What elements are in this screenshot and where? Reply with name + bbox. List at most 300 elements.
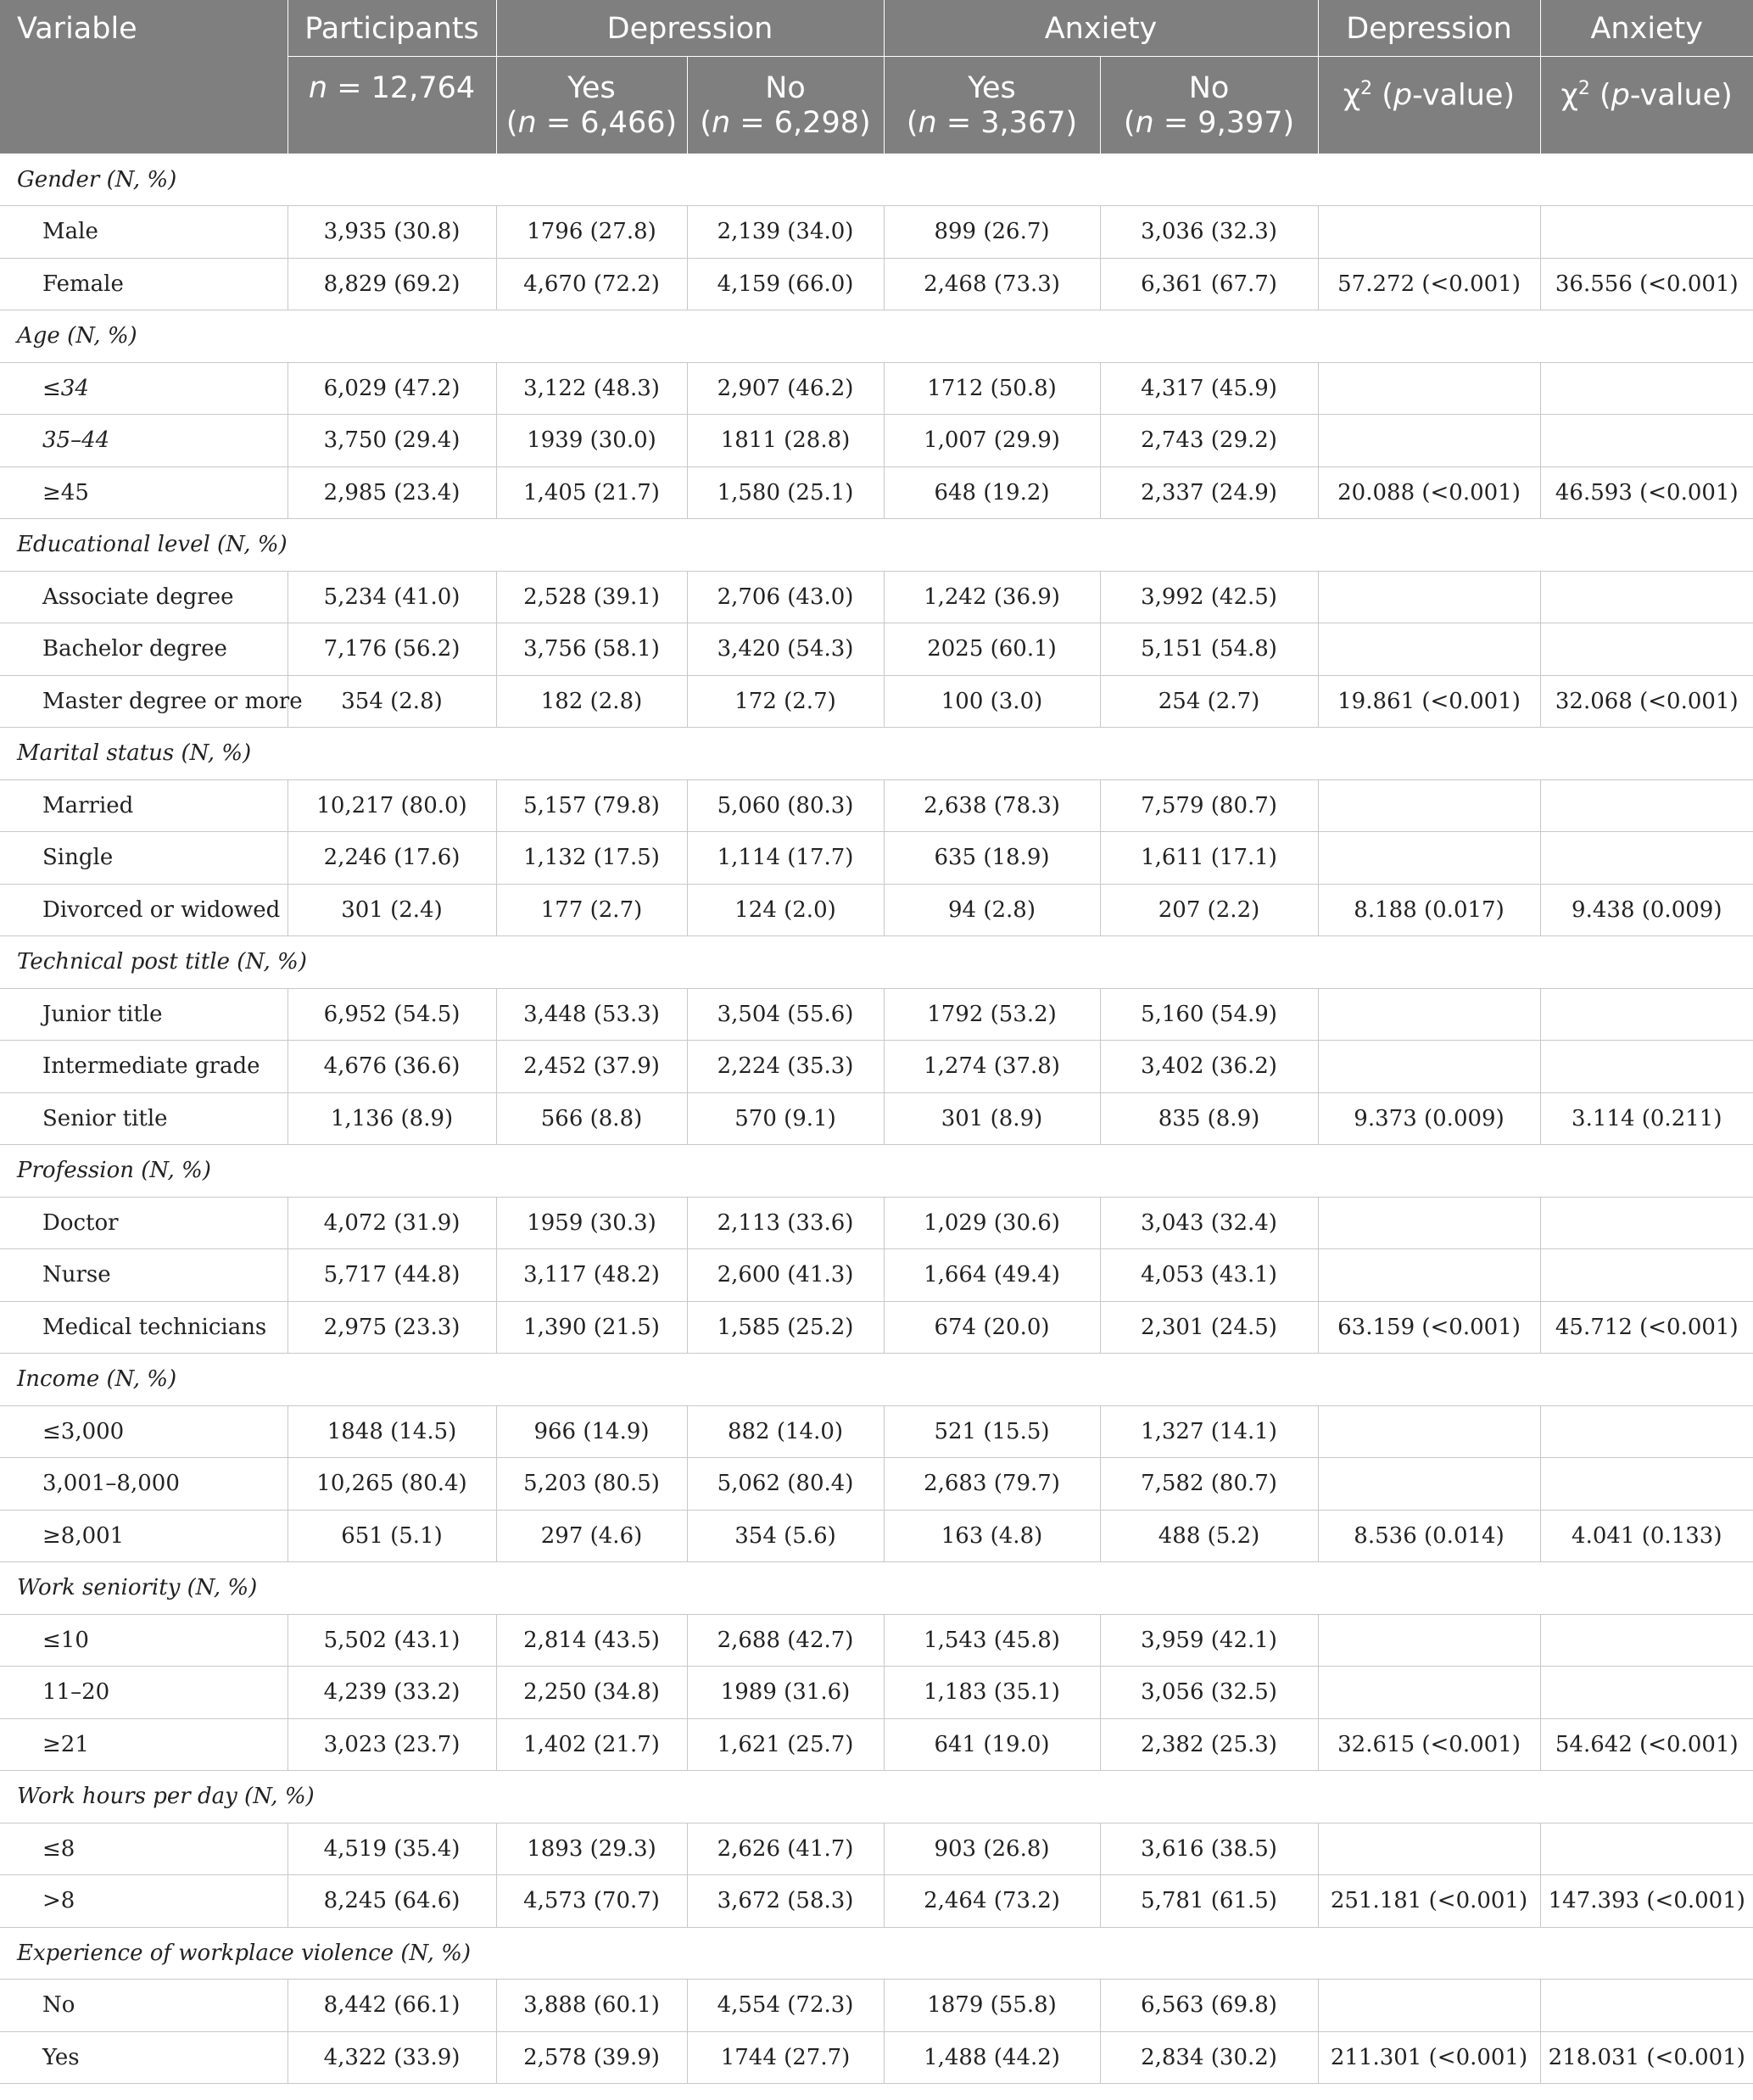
table-cell: 3,992 (42.5) (1100, 571, 1318, 623)
table-cell: 207 (2.2) (1100, 884, 1318, 936)
table-cell: 297 (4.6) (496, 1510, 687, 1562)
table-cell (1540, 1041, 1753, 1093)
table-cell: 8,442 (66.1) (288, 1980, 496, 2032)
table-cell: 4,072 (31.9) (288, 1197, 496, 1249)
table-cell (1318, 1667, 1540, 1719)
table-cell: 566 (8.8) (496, 1092, 687, 1145)
section-header-row (0, 519, 1753, 572)
table-cell (1318, 1823, 1540, 1875)
table-cell: 651 (5.1) (288, 1510, 496, 1562)
table-cell: 4,159 (66.0) (687, 258, 884, 310)
header-anxiety-test: Anxiety (1540, 0, 1753, 56)
row-label: ≤3,000 (0, 1405, 288, 1458)
table-cell: 2,464 (73.2) (884, 1875, 1100, 1928)
table-cell: 2,528 (39.1) (496, 571, 687, 623)
table-cell: 32.615 (<0.001) (1318, 1718, 1540, 1771)
table-cell (1540, 1249, 1753, 1302)
table-cell (1540, 1458, 1753, 1511)
row-label: Female (0, 258, 288, 310)
table-cell: 3,935 (30.8) (288, 206, 496, 259)
table-cell: 966 (14.9) (496, 1405, 687, 1458)
table-cell: 4.041 (0.133) (1540, 1510, 1753, 1562)
table-cell: 1712 (50.8) (884, 362, 1100, 415)
table-row (0, 415, 1753, 467)
table-cell (1318, 571, 1540, 623)
table-cell: 635 (18.9) (884, 832, 1100, 885)
table-cell: 903 (26.8) (884, 1823, 1100, 1875)
table-cell (1540, 779, 1753, 832)
row-label: ≥45 (0, 466, 288, 519)
table-cell: 6,952 (54.5) (288, 988, 496, 1041)
row-label: Nurse (0, 1249, 288, 1302)
table-cell: 6,361 (67.7) (1100, 258, 1318, 310)
row-label: 3,001–8,000 (0, 1458, 288, 1511)
table-cell (1318, 832, 1540, 885)
table-cell: 63.159 (<0.001) (1318, 1301, 1540, 1354)
chi-symbol: χ (1343, 78, 1361, 113)
table-row (0, 1458, 1753, 1511)
section-title: Educational level (N, %) (0, 519, 1753, 572)
row-label: Single (0, 832, 288, 885)
table-cell (1540, 988, 1753, 1041)
row-label: Associate degree (0, 571, 288, 623)
table-cell (1540, 1667, 1753, 1719)
table-cell: 5,203 (80.5) (496, 1458, 687, 1511)
table-cell: 163 (4.8) (884, 1510, 1100, 1562)
table-cell: 1959 (30.3) (496, 1197, 687, 1249)
table-cell: 36.556 (<0.001) (1540, 258, 1753, 310)
table-cell: 2,250 (34.8) (496, 1667, 687, 1719)
table-cell: 3,402 (36.2) (1100, 1041, 1318, 1093)
table-cell: 5,062 (80.4) (687, 1458, 884, 1511)
table-cell: 1,621 (25.7) (687, 1718, 884, 1771)
table-cell: 488 (5.2) (1100, 1510, 1318, 1562)
table-cell: 4,676 (36.6) (288, 1041, 496, 1093)
table-cell (1318, 1614, 1540, 1667)
table-cell (1540, 1614, 1753, 1667)
table-cell: 10,265 (80.4) (288, 1458, 496, 1511)
table-cell: 1,580 (25.1) (687, 466, 884, 519)
table-cell: 7,582 (80.7) (1100, 1458, 1318, 1511)
table-cell: 3,959 (42.1) (1100, 1614, 1318, 1667)
table-row (0, 1667, 1753, 1719)
table-row (0, 675, 1753, 728)
table-cell: 6,029 (47.2) (288, 362, 496, 415)
table-cell: 1744 (27.7) (687, 2031, 884, 2084)
table-cell: 6,563 (69.8) (1100, 1980, 1318, 2032)
row-label: ≤10 (0, 1614, 288, 1667)
section-title: Marital status (N, %) (0, 728, 1753, 780)
table-cell: 57.272 (<0.001) (1318, 258, 1540, 310)
section-header-row (0, 1354, 1753, 1406)
table-header (0, 0, 1753, 154)
table-cell: 10,217 (80.0) (288, 779, 496, 832)
table-cell: 3,756 (58.1) (496, 623, 687, 676)
section-header-row (0, 1771, 1753, 1824)
table-cell: 5,502 (43.1) (288, 1614, 496, 1667)
table-cell: 8,829 (69.2) (288, 258, 496, 310)
row-label: Married (0, 779, 288, 832)
header-depression-no: No (n = 6,298) (687, 56, 884, 154)
header-variable: Variable (0, 0, 288, 154)
header-anxiety: Anxiety (884, 0, 1318, 56)
table-cell: 4,317 (45.9) (1100, 362, 1318, 415)
table-cell (1318, 779, 1540, 832)
table-cell: 2,975 (23.3) (288, 1301, 496, 1354)
table-cell: 835 (8.9) (1100, 1092, 1318, 1145)
table-cell (1540, 1823, 1753, 1875)
table-row (0, 779, 1753, 832)
table-cell (1318, 206, 1540, 259)
table-cell: 1848 (14.5) (288, 1405, 496, 1458)
no-label: No (1188, 70, 1230, 105)
table-cell: 218.031 (<0.001) (1540, 2031, 1753, 2084)
table-cell: 9.373 (0.009) (1318, 1092, 1540, 1145)
yes-label: Yes (968, 70, 1016, 105)
table-cell: 94 (2.8) (884, 884, 1100, 936)
table-cell: 354 (5.6) (687, 1510, 884, 1562)
table-cell (1318, 1197, 1540, 1249)
table-cell: 570 (9.1) (687, 1092, 884, 1145)
table-cell: 2,907 (46.2) (687, 362, 884, 415)
table-cell: 1,132 (17.5) (496, 832, 687, 885)
table-cell: 3,117 (48.2) (496, 1249, 687, 1302)
table-cell (1540, 1405, 1753, 1458)
table-cell (1540, 832, 1753, 885)
table-cell: 3,036 (32.3) (1100, 206, 1318, 259)
table-cell (1318, 623, 1540, 676)
table-cell (1318, 1405, 1540, 1458)
section-title: Gender (N, %) (0, 154, 1753, 206)
table-row (0, 2031, 1753, 2084)
table-cell: 882 (14.0) (687, 1405, 884, 1458)
section-header-row (0, 728, 1753, 780)
section-title: Age (N, %) (0, 310, 1753, 363)
chi-symbol: χ (1560, 78, 1578, 113)
table-cell: 2,452 (37.9) (496, 1041, 687, 1093)
table-cell: 2,578 (39.9) (496, 2031, 687, 2084)
table-row (0, 1510, 1753, 1562)
table-cell: 7,579 (80.7) (1100, 779, 1318, 832)
section-header-row (0, 1145, 1753, 1198)
table-cell: 2,246 (17.6) (288, 832, 496, 885)
table-cell: 1,664 (49.4) (884, 1249, 1100, 1302)
table-body (0, 154, 1753, 2084)
section-title: Experience of workplace violence (N, %) (0, 1927, 1753, 1980)
table-cell (1318, 1458, 1540, 1511)
table-row (0, 206, 1753, 259)
row-label: No (0, 1980, 288, 2032)
table-cell: 1,183 (35.1) (884, 1667, 1100, 1719)
table-cell (1318, 362, 1540, 415)
row-label: Male (0, 206, 288, 259)
table-row (0, 1823, 1753, 1875)
table-cell: 32.068 (<0.001) (1540, 675, 1753, 728)
table-cell: 641 (19.0) (884, 1718, 1100, 1771)
table-cell: 1879 (55.8) (884, 1980, 1100, 2032)
row-label: Medical technicians (0, 1301, 288, 1354)
table-cell: 301 (2.4) (288, 884, 496, 936)
table-cell: 1,029 (30.6) (884, 1197, 1100, 1249)
table-cell: 2,834 (30.2) (1100, 2031, 1318, 2084)
section-title: Income (N, %) (0, 1354, 1753, 1406)
table-cell: 5,160 (54.9) (1100, 988, 1318, 1041)
table-cell: 2,337 (24.9) (1100, 466, 1318, 519)
table-cell: 5,060 (80.3) (687, 779, 884, 832)
table-cell: 1939 (30.0) (496, 415, 687, 467)
p-symbol: p (1393, 78, 1413, 113)
table-cell: 46.593 (<0.001) (1540, 466, 1753, 519)
n-symbol: n (308, 70, 328, 105)
anx-no-n: = 9,397) (1163, 105, 1295, 140)
table-cell: 3.114 (0.211) (1540, 1092, 1753, 1145)
table-cell: 5,781 (61.5) (1100, 1875, 1318, 1928)
table-cell (1318, 1041, 1540, 1093)
header-anxiety-chi: $\chi^2$ (p-value) (1540, 56, 1753, 154)
table-cell: 3,122 (48.3) (496, 362, 687, 415)
section-header-row (0, 154, 1753, 206)
table-cell: 1,242 (36.9) (884, 571, 1100, 623)
table-cell: 3,888 (60.1) (496, 1980, 687, 2032)
table-cell: 20.088 (<0.001) (1318, 466, 1540, 519)
table-row (0, 1614, 1753, 1667)
table-cell (1540, 362, 1753, 415)
n-symbol: n (1135, 105, 1154, 140)
table-cell: 54.642 (<0.001) (1540, 1718, 1753, 1771)
table-cell: 1,390 (21.5) (496, 1301, 687, 1354)
table-cell: 648 (19.2) (884, 466, 1100, 519)
table-cell: 45.712 (<0.001) (1540, 1301, 1753, 1354)
table-cell: 2,743 (29.2) (1100, 415, 1318, 467)
header-depression: Depression (496, 0, 884, 56)
row-label: Master degree or more (0, 675, 288, 728)
row-label: Bachelor degree (0, 623, 288, 676)
table-cell: 19.861 (<0.001) (1318, 675, 1540, 728)
table-cell: 2,139 (34.0) (687, 206, 884, 259)
yes-label: Yes (567, 70, 616, 105)
table-cell (1318, 1980, 1540, 2032)
table-cell: 3,056 (32.5) (1100, 1667, 1318, 1719)
table-cell: 354 (2.8) (288, 675, 496, 728)
table-row (0, 362, 1753, 415)
table-cell: 301 (8.9) (884, 1092, 1100, 1145)
table-cell: 9.438 (0.009) (1540, 884, 1753, 936)
n-symbol: n (517, 105, 537, 140)
table-cell: 3,448 (53.3) (496, 988, 687, 1041)
table-cell: 2,683 (79.7) (884, 1458, 1100, 1511)
row-label: 11–20 (0, 1667, 288, 1719)
table-cell: 674 (20.0) (884, 1301, 1100, 1354)
table-cell: 1989 (31.6) (687, 1667, 884, 1719)
table-cell: 2,600 (41.3) (687, 1249, 884, 1302)
table-cell: 2025 (60.1) (884, 623, 1100, 676)
table-cell: 7,176 (56.2) (288, 623, 496, 676)
section-title: Work seniority (N, %) (0, 1562, 1753, 1615)
table-cell: 2,113 (33.6) (687, 1197, 884, 1249)
table-cell: 5,234 (41.0) (288, 571, 496, 623)
table-cell: 1,327 (14.1) (1100, 1405, 1318, 1458)
p-symbol: p (1611, 78, 1630, 113)
table-cell (1318, 415, 1540, 467)
table-cell: 1,274 (37.8) (884, 1041, 1100, 1093)
table-cell: 1,488 (44.2) (884, 2031, 1100, 2084)
table-cell: 3,043 (32.4) (1100, 1197, 1318, 1249)
table-cell: 899 (26.7) (884, 206, 1100, 259)
table-cell (1540, 1980, 1753, 2032)
row-label: Divorced or widowed (0, 884, 288, 936)
table-cell: 4,670 (72.2) (496, 258, 687, 310)
table-cell: 5,151 (54.8) (1100, 623, 1318, 676)
table-cell: 1,114 (17.7) (687, 832, 884, 885)
table-cell: 177 (2.7) (496, 884, 687, 936)
table-row (0, 466, 1753, 519)
table-cell: 172 (2.7) (687, 675, 884, 728)
table-cell: 1,585 (25.2) (687, 1301, 884, 1354)
header-participants: Participants (288, 0, 496, 56)
table-cell: 521 (15.5) (884, 1405, 1100, 1458)
row-label: Junior title (0, 988, 288, 1041)
table-row (0, 571, 1753, 623)
table-cell: 2,626 (41.7) (687, 1823, 884, 1875)
table-cell (1540, 206, 1753, 259)
table-row (0, 258, 1753, 310)
row-label: ≤34 (0, 362, 288, 415)
n-symbol: n (712, 105, 731, 140)
table-cell: 1893 (29.3) (496, 1823, 687, 1875)
table-cell: 1796 (27.8) (496, 206, 687, 259)
table-cell (1318, 988, 1540, 1041)
chi-superscript: 2 (1577, 77, 1590, 99)
table-cell: 4,053 (43.1) (1100, 1249, 1318, 1302)
table-cell: 3,504 (55.6) (687, 988, 884, 1041)
section-header-row (0, 1927, 1753, 1980)
row-label: Yes (0, 2031, 288, 2084)
table-cell: 4,322 (33.9) (288, 2031, 496, 2084)
section-header-row (0, 310, 1753, 363)
table-cell: 4,573 (70.7) (496, 1875, 687, 1928)
table-cell: 3,023 (23.7) (288, 1718, 496, 1771)
row-label: Doctor (0, 1197, 288, 1249)
table-cell: 1811 (28.8) (687, 415, 884, 467)
row-label: >8 (0, 1875, 288, 1928)
table-row (0, 1041, 1753, 1093)
table-cell: 8,245 (64.6) (288, 1875, 496, 1928)
header-depression-chi: $\chi^2$ (p-value) (1318, 56, 1540, 154)
table-cell: 100 (3.0) (884, 675, 1100, 728)
chi-superscript: 2 (1360, 77, 1373, 99)
table-cell (1540, 571, 1753, 623)
table-cell: 3,750 (29.4) (288, 415, 496, 467)
table-row (0, 1980, 1753, 2032)
n-symbol: n (918, 105, 937, 140)
no-label: No (765, 70, 806, 105)
table-cell: 3,616 (38.5) (1100, 1823, 1318, 1875)
table-row (0, 832, 1753, 885)
header-anxiety-yes: Yes (n = 3,367) (884, 56, 1100, 154)
section-title: Technical post title (N, %) (0, 936, 1753, 989)
table-cell: 211.301 (<0.001) (1318, 2031, 1540, 2084)
row-label: ≥8,001 (0, 1510, 288, 1562)
section-title: Work hours per day (N, %) (0, 1771, 1753, 1824)
table-cell: 254 (2.7) (1100, 675, 1318, 728)
table-cell (1540, 1197, 1753, 1249)
header-depression-test: Depression (1318, 0, 1540, 56)
table-cell: 182 (2.8) (496, 675, 687, 728)
table-row (0, 1092, 1753, 1145)
table-cell: 251.181 (<0.001) (1318, 1875, 1540, 1928)
p-value-word: -value) (1412, 78, 1516, 113)
section-header-row (0, 936, 1753, 989)
row-label: 35–44 (0, 415, 288, 467)
table-cell (1540, 415, 1753, 467)
section-header-row (0, 1562, 1753, 1615)
table-row (0, 1249, 1753, 1302)
table-cell: 2,688 (42.7) (687, 1614, 884, 1667)
table-cell: 2,301 (24.5) (1100, 1301, 1318, 1354)
table-row (0, 623, 1753, 676)
table-cell: 2,814 (43.5) (496, 1614, 687, 1667)
table-row (0, 1718, 1753, 1771)
table-cell: 124 (2.0) (687, 884, 884, 936)
table-cell: 1,007 (29.9) (884, 415, 1100, 467)
row-label: ≤8 (0, 1823, 288, 1875)
dep-no-n: = 6,298) (740, 105, 871, 140)
table-cell: 8.188 (0.017) (1318, 884, 1540, 936)
table-row (0, 1301, 1753, 1354)
header-depression-yes: Yes (n = 6,466) (496, 56, 687, 154)
table-row (0, 1405, 1753, 1458)
table-cell: 4,554 (72.3) (687, 1980, 884, 2032)
dep-yes-n: = 6,466) (545, 105, 678, 140)
table-cell: 2,706 (43.0) (687, 571, 884, 623)
table-cell: 4,239 (33.2) (288, 1667, 496, 1719)
table-cell (1540, 623, 1753, 676)
table-row (0, 1197, 1753, 1249)
table-cell: 2,468 (73.3) (884, 258, 1100, 310)
table-row (0, 884, 1753, 936)
table-row (0, 1875, 1753, 1928)
row-label: ≥21 (0, 1718, 288, 1771)
table-cell (1318, 1249, 1540, 1302)
table-cell: 1,405 (21.7) (496, 466, 687, 519)
table-cell: 5,157 (79.8) (496, 779, 687, 832)
header-participants-n (288, 56, 496, 154)
section-title: Profession (N, %) (0, 1145, 1753, 1198)
table-cell: 1,402 (21.7) (496, 1718, 687, 1771)
p-value-word: -value) (1629, 78, 1733, 113)
table-cell: 1,543 (45.8) (884, 1614, 1100, 1667)
table-cell: 4,519 (35.4) (288, 1823, 496, 1875)
table-cell: 5,717 (44.8) (288, 1249, 496, 1302)
table-cell: 8.536 (0.014) (1318, 1510, 1540, 1562)
table-cell: 147.393 (<0.001) (1540, 1875, 1753, 1928)
table-cell: 2,985 (23.4) (288, 466, 496, 519)
row-label: Intermediate grade (0, 1041, 288, 1093)
table-cell: 1,611 (17.1) (1100, 832, 1318, 885)
table-cell: 3,672 (58.3) (687, 1875, 884, 1928)
header-anxiety-no: No (n = 9,397) (1100, 56, 1318, 154)
table-cell: 2,638 (78.3) (884, 779, 1100, 832)
table-cell: 1,136 (8.9) (288, 1092, 496, 1145)
table-cell: 1792 (53.2) (884, 988, 1100, 1041)
anx-yes-n: = 3,367) (946, 105, 1078, 140)
table-cell: 3,420 (54.3) (687, 623, 884, 676)
table-row (0, 988, 1753, 1041)
table-cell: 2,382 (25.3) (1100, 1718, 1318, 1771)
participants-n-value: = 12,764 (337, 70, 476, 105)
table-cell: 2,224 (35.3) (687, 1041, 884, 1093)
header-row-1 (0, 0, 1753, 56)
